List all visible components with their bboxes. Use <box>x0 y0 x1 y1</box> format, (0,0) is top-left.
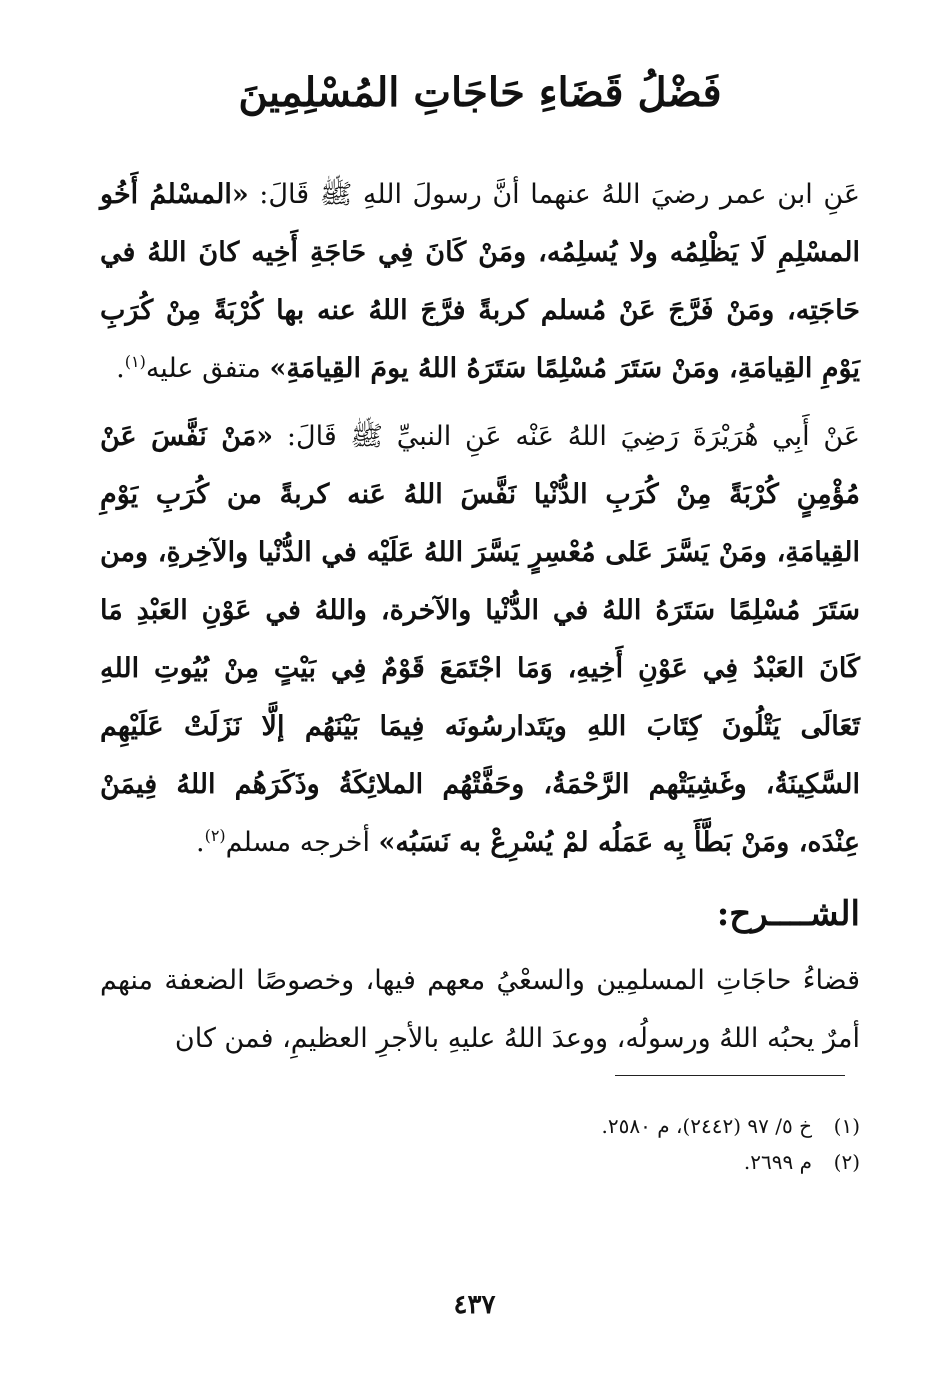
footnote-ref-1[interactable]: (١) <box>124 352 146 371</box>
hadith-1-end: . <box>116 353 125 384</box>
footnote-2-number: (٢) <box>833 1150 860 1174</box>
footnotes <box>100 1108 860 1180</box>
sharh-paragraph: قضاءُ حاجَاتِ المسلمِين والسعْيُ معهم فيها، وخصوصًا الضعفة منهم أمرٌ يحبُه اللهُ ورسولُه، ووعدَ اللهُ عليهِ بالأجرِ العظيمِ، فمن كان <box>100 965 860 1054</box>
sharh-heading: الشــــرح: <box>716 894 860 934</box>
hadith-2-intro: عَنْ أَبِي هُرَيْرَةَ رَضِيَ اللهُ عَنْه عَنِ النبيِّ ﷺ قَالَ: <box>273 421 861 452</box>
footnote-ref-2[interactable]: (٢) <box>204 826 226 845</box>
hadith-paragraph-2 <box>100 408 860 872</box>
footnote-divider <box>615 1075 845 1076</box>
footnote-1-number: (١) <box>833 1114 860 1138</box>
hadith-2-text: «مَنْ نَفَّسَ عَنْ مُؤْمِنٍ كُرْبَةً مِنْ كُرَبِ الدُّنْيا نَفَّسَ اللهُ عَنه كربةً من كُرَبِ يَوْمِ القِيامَةِ، ومَنْ يَسَّرَ عَلى مُعْسِرٍ يَسَّرَ اللهُ عَلَيْه في الدُّنْيا والآخِرةِ، ومن سَتَرَ مُسْلِمًا سَتَرَهُ اللهُ في الدُّنْيا والآخرة، واللهُ في عَوْنِ العَبْدِ مَا كَانَ العَبْدُ فِي عَوْنِ أَخِيهِ، وَمَا اجْتَمَعَ قَوْمٌ فِي بَيْتٍ مِنْ بُيُوتِ اللهِ تَعَالَى يَتْلُونَ كِتَابَ اللهِ ويَتَدارسُونَه فِيمَا بَيْنَهُم إلَّا نَزَلَتْ عَلَيْهِم السَّكِينَةُ، وغَشِيَتْهم الرَّحْمَةُ، وحَفَّتْهُم الملائِكَةُ وذَكَرَهُم اللهُ فِيمَنْ عِنْدَه، ومَنْ بَطَّأَ بِه عَمَلُه لمْ يُسْرِعْ به نَسَبُه» <box>100 421 860 858</box>
footnote-1-text: خ ٥/ ٩٧ (٢٤٤٢)، م ٢٥٨٠. <box>601 1114 812 1138</box>
footnote-1 <box>100 1108 860 1144</box>
hadith-1-source: متفق عليه <box>145 353 270 384</box>
chapter-title: فَضْلُ قَضَاءِ حَاجَاتِ المُسْلِمِينَ <box>238 69 722 116</box>
footnote-2 <box>100 1144 860 1180</box>
page-number: ٤٣٧ <box>453 1290 496 1320</box>
footnote-2-text: م ٢٦٩٩. <box>743 1150 812 1174</box>
hadith-1-text: «المسْلمُ أَخُو المسْلِمِ لَا يَظْلِمُه ولا يُسلِمُه، ومَنْ كَانَ فِي حَاجَةِ أَخِيه كانَ اللهُ في حَاجَتِه، ومَنْ فَرَّجَ عَنْ مُسلم كربةً فرَّجَ اللهُ عنه بها كُرْبَةً مِنْ كُرَبِ يَوْمِ القِيامَةِ، ومَنْ سَتَرَ مُسْلِمًا سَتَرَهُ اللهُ يومَ القِيامَةِ» <box>100 179 860 384</box>
hadith-1-intro: عَنِ ابن عمر رضيَ اللهُ عنهما أنَّ رسولَ اللهِ ﷺ قَالَ: <box>248 179 861 210</box>
main-content <box>100 166 860 1068</box>
hadith-paragraph-1 <box>100 166 860 398</box>
hadith-2-source: أخرجه مسلم <box>225 827 379 858</box>
hadith-2-end: . <box>195 827 205 858</box>
